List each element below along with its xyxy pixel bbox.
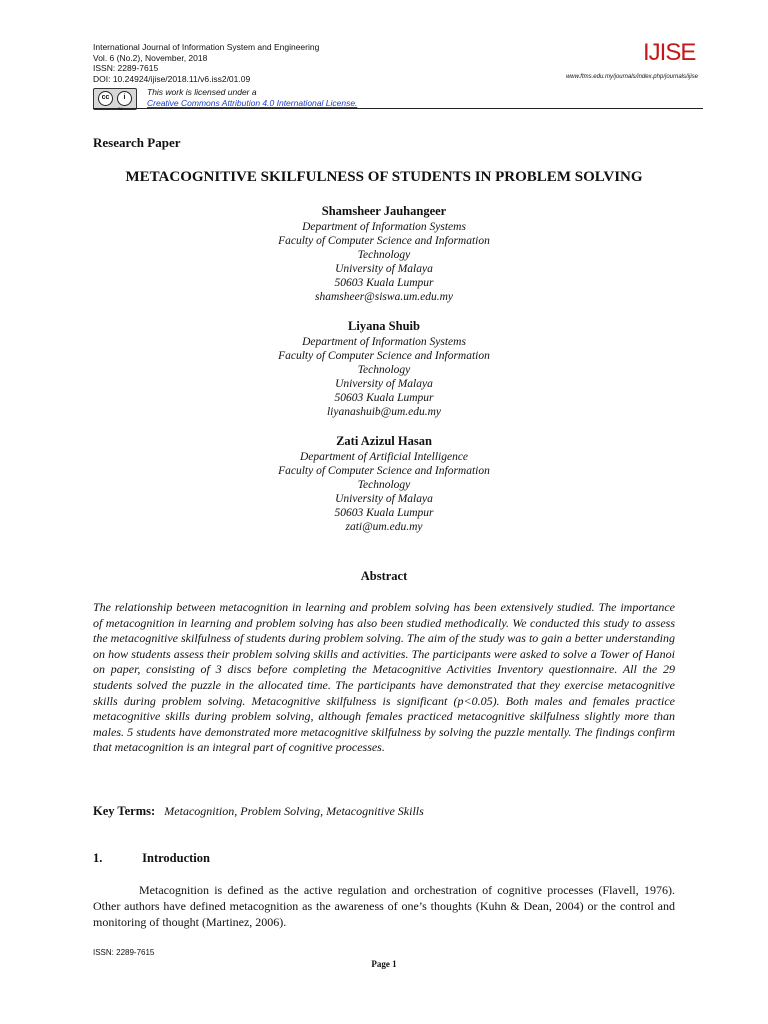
author-affiliation-line: University of Malaya: [335, 493, 433, 505]
intro-paragraph: Metacognition is defined as the active regulation and orchestration of cognitive processes (Flavell, 1976). Other authors have defined metacognition as the awareness of one’s thoughts (Kuhn & Dean, 2004) or the control and monitoring of thought (Martinez, 2006).: [93, 883, 675, 929]
footer-issn: ISSN: 2289-7615: [93, 948, 155, 957]
section-heading: [93, 851, 210, 866]
author-name: Shamsheer Jauhangeer: [321, 204, 447, 218]
header-divider: [93, 108, 703, 109]
paper-title: METACOGNITIVE SKILFULNESS OF STUDENTS IN PROBLEM SOLVING: [125, 169, 643, 185]
section-title: Introduction: [142, 851, 210, 865]
author-affiliation-line: 50603 Kuala Lumpur: [334, 392, 434, 404]
author-affiliation-line: Faculty of Computer Science and Information: [278, 465, 490, 477]
author-affiliation-line: Department of Information Systems: [302, 221, 466, 233]
author-email[interactable]: shamsheer@siswa.um.edu.my: [314, 291, 454, 303]
license-line: This work is licensed under a: [147, 87, 257, 97]
author-list: [0, 203, 768, 548]
author-block: [0, 318, 768, 419]
journal-doi: DOI: 10.24924/ijise/2018.11/v6.iss2/01.09: [93, 73, 251, 84]
by-label: BY: [118, 106, 124, 111]
page-number: Page 1: [371, 959, 397, 969]
key-terms-label: Key Terms:: [93, 804, 156, 818]
abstract-body: The relationship between metacognition in learning and problem solving has been extensively studied. The importance of metacognition in learning and problem solving has also been studied methodically. We conducted this study to assess the metacognitive skilfulness of students during problem solving. The aim of the study was to gain a better understanding on how students assess their problem solving skills and activities. The participants were asked to solve a Tower of Hanoi on paper, consisting of 3 discs before completing the Metacognitive Activities Inventory questionnaire. All the 29 students solved the puzzle in the allocated time. The participants have demonstrated that they exercise metacognitive skills during problem solving. Metacognitive skilfulness is significant (p<0.05). Both males and females practice metacognitive skills during problem solving, although females practiced metacognitive skilfulness slightly more than males. 5 students have demonstrated more metacognitive skilfulness by solving the puzzle mentally. The findings confirm that metacognition is an integral part of cognitive processes.: [93, 600, 675, 755]
key-terms: [93, 804, 424, 819]
author-name: Zati Azizul Hasan: [336, 434, 432, 448]
license-text: [147, 87, 357, 109]
author-affiliation-line: Technology: [357, 479, 411, 491]
author-affiliation-line: Faculty of Computer Science and Information: [278, 235, 490, 247]
key-terms-values: Metacognition, Problem Solving, Metacognitive Skills: [164, 804, 424, 818]
author-affiliation-line: Faculty of Computer Science and Information: [278, 350, 490, 362]
author-block: [0, 433, 768, 534]
creative-commons-badge-icon[interactable]: [93, 88, 137, 110]
author-email[interactable]: liyanashuib@um.edu.my: [326, 406, 442, 418]
author-affiliation-line: Department of Artificial Intelligence: [299, 451, 469, 463]
paper-type: Research Paper: [93, 135, 181, 150]
author-affiliation-line: Department of Information Systems: [302, 336, 466, 348]
attribution-icon: i: [117, 91, 132, 106]
author-affiliation-line: Technology: [357, 249, 411, 261]
journal-volume: Vol. 6 (No.2), November, 2018: [93, 52, 208, 63]
author-affiliation-line: University of Malaya: [335, 378, 433, 390]
license-link[interactable]: Creative Commons Attribution 4.0 International License.: [147, 98, 358, 108]
author-block: [0, 203, 768, 304]
abstract-heading: Abstract: [360, 569, 408, 583]
author-affiliation-line: Technology: [357, 364, 411, 376]
journal-url[interactable]: www.ftms.edu.my/journals/index.php/journals/ijise: [565, 74, 698, 80]
journal-header: [93, 42, 319, 84]
author-affiliation-line: University of Malaya: [335, 263, 433, 275]
journal-name: International Journal of Information System and Engineering: [93, 42, 320, 52]
journal-issn: ISSN: 2289-7615: [93, 63, 159, 73]
author-affiliation-line: 50603 Kuala Lumpur: [334, 507, 434, 519]
author-name: Liyana Shuib: [348, 319, 420, 333]
section-number: 1.: [93, 851, 103, 865]
cc-icon: cc: [98, 91, 113, 106]
journal-logo: IJISE: [643, 39, 696, 66]
author-email[interactable]: zati@um.edu.my: [345, 521, 423, 533]
author-affiliation-line: 50603 Kuala Lumpur: [334, 277, 434, 289]
